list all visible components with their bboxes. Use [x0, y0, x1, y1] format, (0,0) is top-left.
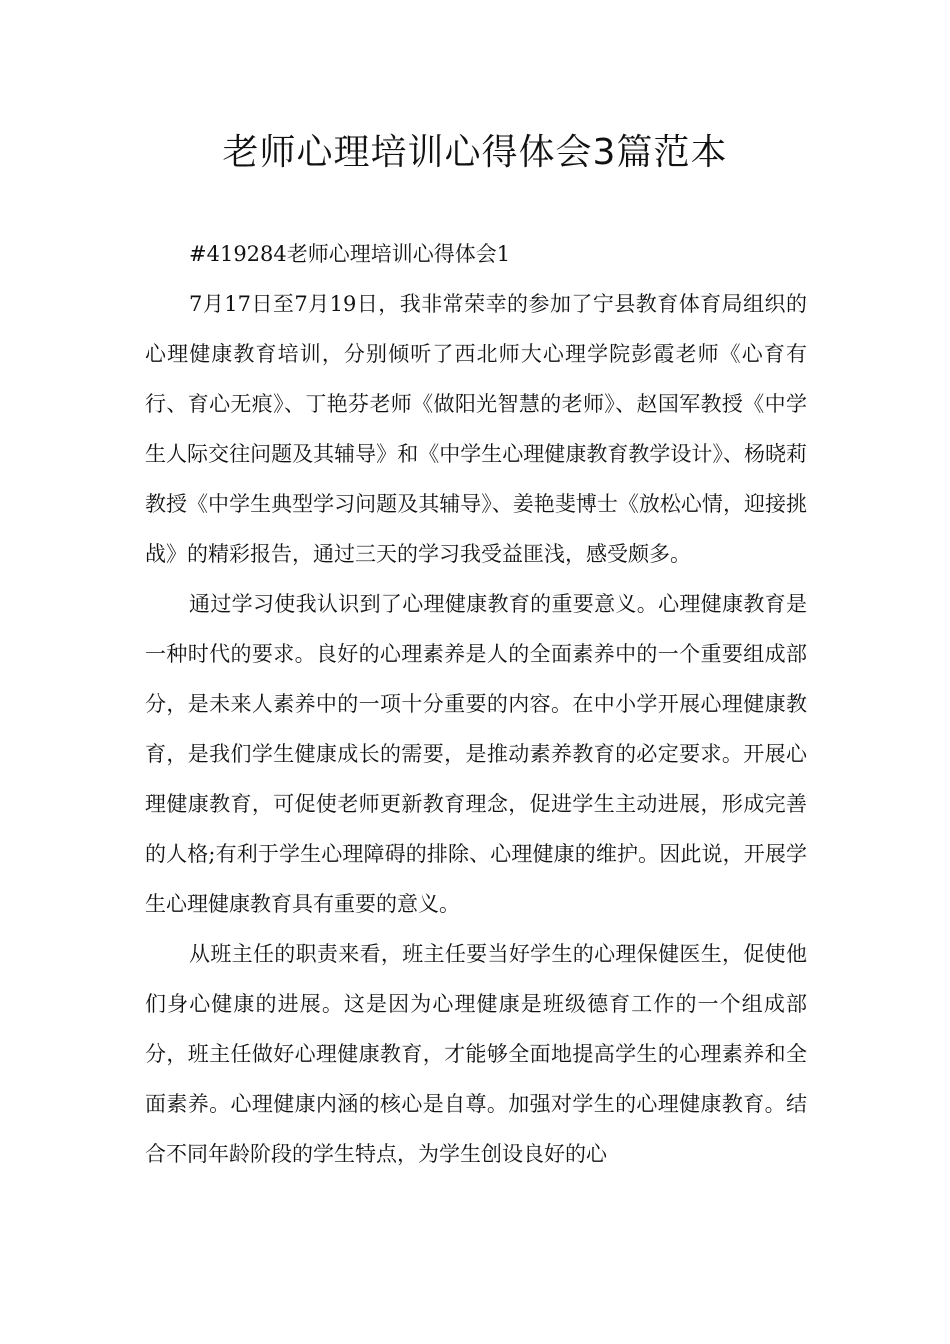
document-title: 老师心理培训心得体会3篇范本 [222, 132, 728, 173]
document-body [145, 229, 807, 1179]
section-heading: #419284老师心理培训心得体会1 [189, 242, 511, 266]
paragraph-2: 通过学习使我认识到了心理健康教育的重要意义。心理健康教育是一种时代的要求。良好的心理素养是人的全面素养中的一个重要组成部分，是未来人素养中的一项十分重要的内容。在中小学开展心理健康教育，是我们学生健康成长的需要，是推动素养教育的必定要求。开展心理健康教育，可促使老师更新教育理念，促进学生主动进展，形成完善的人格;有利于学生心理障碍的排除、心理健康的维护。因此说，开展学生心理健康教育具有重要的意义。 [145, 592, 807, 916]
paragraph-3: 从班主任的职责来看，班主任要当好学生的心理保健医生，促使他们身心健康的进展。这是因为心理健康是班级德育工作的一个组成部分，班主任做好心理健康教育，才能够全面地提高学生的心理素养和全面素养。心理健康内涵的核心是自尊。加强对学生的心理健康教育。结合不同年龄阶段的学生特点，为学生创设良好的心 [145, 942, 807, 1166]
paragraph-1: 7月17日至7月19日，我非常荣幸的参加了宁县教育体育局组织的心理健康教育培训，分别倾听了西北师大心理学院彭霞老师《心育有行、育心无痕》、丁艳芬老师《做阳光智慧的老师》、赵国军教授《中学生人际交往问题及其辅导》和《中学生心理健康教育教学设计》、杨晓莉教授《中学生典型学习问题及其辅导》、姜艳斐博士《放松心情，迎接挑战》的精彩报告，通过三天的学习我受益匪浅，感受颇多。 [145, 292, 807, 566]
